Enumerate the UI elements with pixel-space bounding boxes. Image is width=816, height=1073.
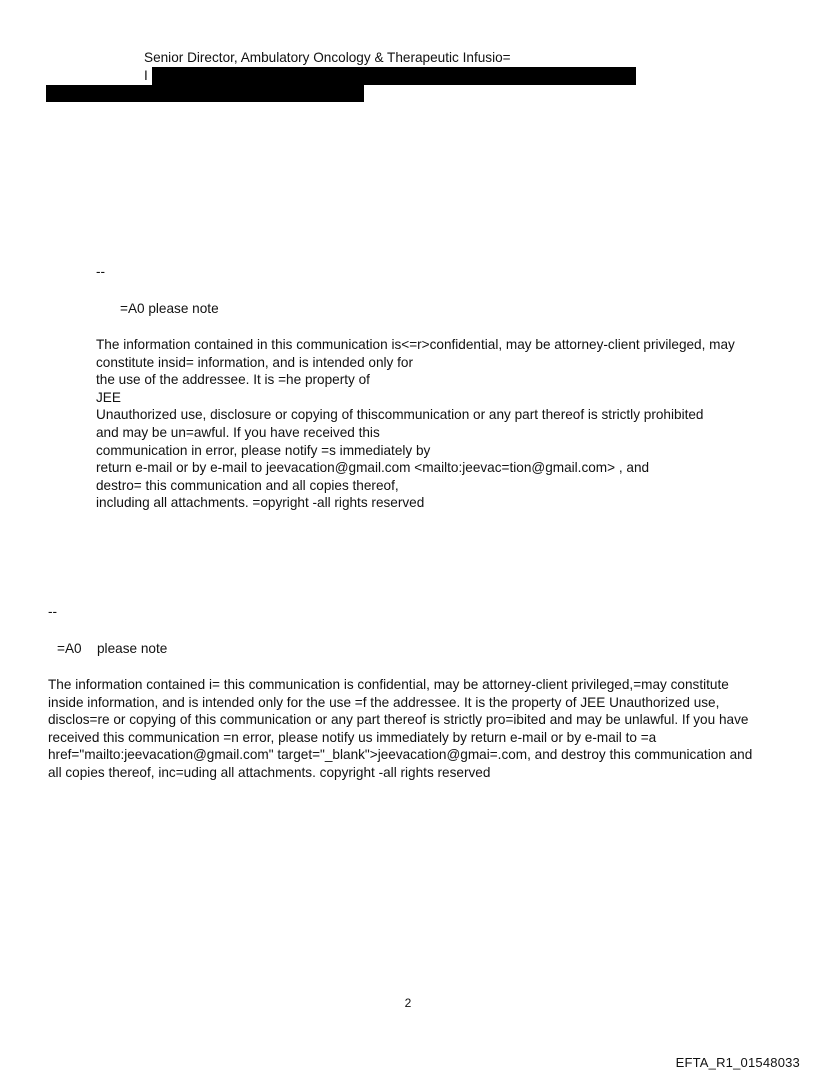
page-number: 2 [404, 996, 412, 1010]
section2-line: disclos=re or copying of this communication or any part thereof is strictly pro=ibited and may be unlawful. If you have [48, 712, 749, 728]
section2-note-text: please note [97, 641, 168, 656]
section1-note: =A0 please note [120, 301, 219, 316]
section1-line: and may be un=awful. If you have received this [96, 424, 380, 440]
section1-line: destro= this communication and all copies thereof, [96, 477, 399, 493]
section1-separator: -- [96, 264, 106, 279]
signature-title-line: Senior Director, Ambulatory Oncology & Therapeutic Infusio= [144, 50, 511, 65]
section1-line: return e-mail or by e-mail to jeevacation@gmail.com <mailto:jeevac=tion@gmail.com> , and [96, 460, 650, 476]
section1-disclaimer [96, 336, 735, 512]
section2-line: inside information, and is intended only for the use =f the addressee. It is the property of JEE Unauthorized use, [48, 694, 720, 710]
section1-line: the use of the addressee. It is =he property of [96, 372, 370, 388]
section2-note-prefix: =A0 [57, 641, 82, 656]
section2-line: all copies thereof, inc=uding all attachments. copyright -all rights reserved [48, 764, 491, 780]
section2-separator: -- [48, 604, 58, 619]
section1-line: constitute insid= information, and is intended only for [96, 354, 413, 370]
section1-line: Unauthorized use, disclosure or copying of thiscommunication or any part thereof is strictly prohibited [96, 407, 704, 423]
redaction-bar-top [152, 67, 636, 85]
document-id: EFTA_R1_01548033 [675, 1055, 800, 1070]
section1-line: JEE [96, 389, 121, 405]
section2-disclaimer [48, 676, 752, 782]
redaction-bar-bottom [46, 85, 364, 102]
section2-line: The information contained i= this communication is confidential, may be attorney-client privileged,=may constitute [48, 677, 729, 692]
section2-line: received this communication =n error, please notify us immediately by return e-mail or by e-mail to =a [48, 729, 657, 745]
section1-line: The information contained in this communication is<=r>confidential, may be attorney-client privileged, may [96, 337, 735, 352]
signature-cursor-line: I [144, 68, 148, 83]
section2-line: href="mailto:jeevacation@gmail.com" target="_blank">jeevacation@gmai=.com, and destroy this communication and [48, 747, 753, 763]
section1-line: including all attachments. =opyright -all rights reserved [96, 495, 425, 511]
section1-line: communication in error, please notify =s immediately by [96, 442, 431, 458]
